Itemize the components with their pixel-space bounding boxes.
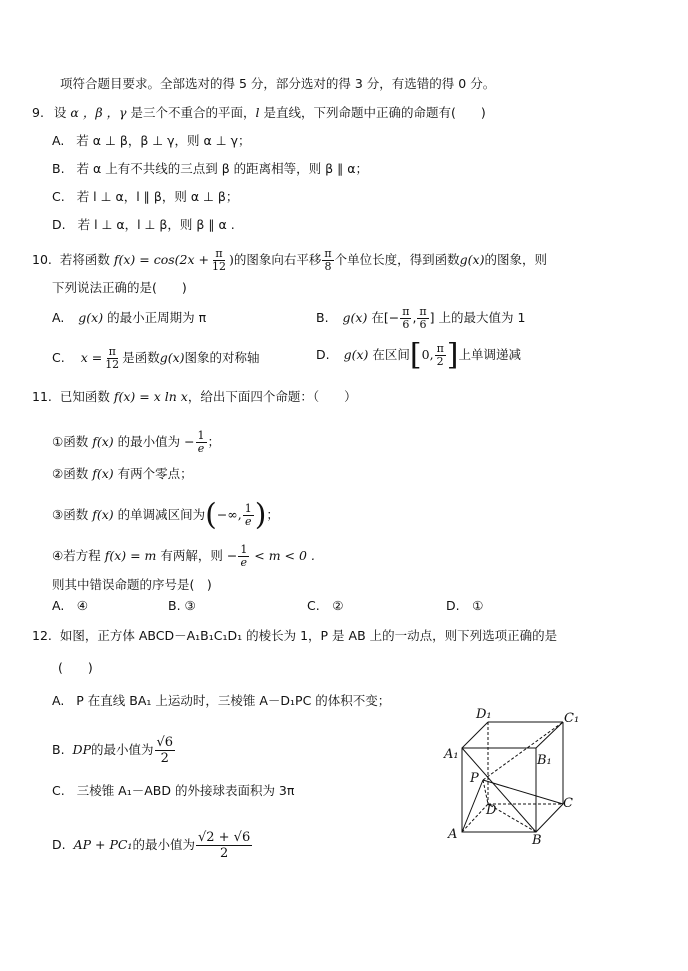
prop-text: ①函数	[52, 434, 93, 449]
function-g: g(x)	[342, 310, 368, 325]
denominator: 6	[419, 318, 427, 331]
segment-pc1	[483, 722, 563, 780]
proposition-4	[52, 544, 315, 569]
option-text: 在[−	[371, 310, 400, 325]
label-p: P	[470, 771, 479, 786]
prop-text: ；	[266, 507, 279, 522]
function-f: f(x)	[92, 466, 114, 481]
denominator: 8	[324, 260, 332, 273]
option-label: C.	[52, 189, 65, 204]
proposition-3	[52, 497, 279, 533]
option-b	[316, 306, 525, 331]
numerator: 1	[240, 543, 248, 556]
function-f: f(x) = cos(2x +	[113, 252, 209, 267]
numerator: π	[436, 342, 444, 355]
question-number: 9.	[32, 105, 44, 120]
fraction-1-e	[243, 503, 254, 528]
label-d1: D₁	[476, 707, 492, 722]
denominator: e	[244, 515, 252, 528]
question-number: 11.	[32, 389, 52, 404]
question-12-stem	[32, 628, 557, 644]
prop-text: 的单调减区间为	[113, 507, 206, 522]
plane-variables: α ，β ，γ	[70, 105, 127, 120]
stem-text: 设	[53, 105, 71, 120]
label-b: B	[532, 833, 542, 848]
denominator: e	[197, 442, 205, 455]
option-label: A.	[52, 693, 65, 708]
option-label: D.	[52, 837, 66, 852]
option-text: 三棱锥 A₁－ABD 的外接球表面积为 3π	[76, 783, 295, 798]
fraction-sqrt2-sqrt6-2	[196, 830, 252, 861]
fraction-1-e	[196, 430, 207, 455]
answer-blank: ( )	[58, 660, 93, 675]
option-c	[52, 346, 260, 371]
choice-d: D. ①	[446, 598, 484, 613]
prop-text: 的最小值为 −	[113, 434, 195, 449]
question-9-stem	[32, 105, 486, 121]
option-text: 若 l ⊥ α，l ⊥ β，则 β ∥ α .	[77, 217, 235, 232]
function-f: f(x) = x ln x	[113, 389, 188, 404]
option-label: A.	[52, 310, 65, 325]
option-d	[316, 337, 522, 373]
stem-text: 已知函数	[59, 389, 114, 404]
numerator: √6	[156, 735, 174, 750]
proposition-2	[52, 466, 193, 482]
label-a1: A₁	[444, 747, 459, 762]
bracket-left: [	[409, 337, 422, 373]
paren-left: (	[205, 497, 217, 533]
fraction-pi-12	[210, 248, 228, 273]
fraction-pi-6	[400, 306, 411, 331]
choice-a: A. ④	[52, 598, 89, 613]
option-label: B.	[52, 161, 65, 176]
close-paren: )	[228, 252, 234, 267]
prop-text: 有两个零点；	[113, 466, 193, 481]
stem-text: 的图象，则	[484, 252, 547, 267]
numerator: π	[108, 345, 116, 358]
option-text: 在区间	[372, 347, 410, 362]
prop-text: ②函数	[52, 466, 93, 481]
fraction-pi-12	[103, 346, 121, 371]
function-f: f(x)	[92, 507, 114, 522]
question-number: 10.	[32, 252, 52, 267]
question-10-stem	[32, 248, 547, 273]
label-c1: C₁	[564, 711, 580, 726]
edge-bc	[536, 804, 563, 832]
stem-continuation: 下列说法正确的是( )	[52, 280, 187, 295]
label-d: D	[486, 803, 497, 818]
section-instruction: 项符合题目要求。全部选对的得 5 分，部分选对的得 3 分，有选错的得 0 分。	[60, 76, 496, 91]
function-g: g(x)	[159, 350, 185, 365]
prop-text: ④若方程	[52, 548, 105, 563]
denominator: 6	[402, 318, 410, 331]
expression: AP + PC₁	[73, 837, 133, 852]
denominator: 12	[211, 260, 226, 273]
option-d	[52, 830, 253, 861]
denominator: 12	[105, 358, 120, 371]
fraction-1-e	[238, 544, 249, 569]
denominator: 2	[219, 846, 229, 861]
equation: f(x) = m	[104, 548, 157, 563]
option-text: 若 α 上有不共线的三点到 β 的距离相等，则 β ∥ α；	[76, 161, 369, 176]
option-label: D.	[316, 347, 330, 362]
option-text: 上单调递减	[458, 347, 522, 362]
bracket-right: ]	[446, 337, 459, 373]
edge-b1c1	[536, 722, 563, 748]
function-g: g(x)	[459, 252, 485, 267]
denominator: 2	[160, 751, 169, 766]
stem-text: 是直线，下列命题中正确的命题有( )	[259, 105, 486, 120]
fraction-pi-8	[322, 248, 333, 273]
fraction-pi-6	[417, 306, 428, 331]
choice-c: C. ②	[307, 598, 344, 613]
variable-x: x =	[80, 350, 103, 365]
option-b	[52, 161, 368, 177]
edge-a1d1	[462, 722, 488, 748]
option-a	[52, 133, 250, 149]
option-text: 的最小正周期为 π	[107, 310, 207, 325]
proposition-1	[52, 430, 220, 455]
numerator: π	[402, 305, 410, 318]
question-ask: 则其中错误命题的序号是( )	[52, 577, 212, 592]
option-text: 图象的对称轴	[184, 350, 260, 365]
prop-text: ；	[207, 434, 221, 449]
option-label: D.	[52, 217, 66, 232]
option-text: 若 l ⊥ α，l ∥ β，则 α ⊥ β；	[76, 189, 239, 204]
prop-text: ③函数	[52, 507, 93, 522]
question-number: 12.	[32, 628, 52, 643]
stem-text: 个单位长度，得到函数	[334, 252, 460, 267]
fraction-sqrt6-2	[155, 735, 176, 766]
option-label: A.	[52, 133, 65, 148]
cube-figure	[440, 700, 590, 850]
option-label: C.	[52, 350, 65, 365]
denominator: e	[240, 556, 248, 569]
label-c: C	[563, 796, 573, 811]
option-c	[52, 783, 294, 799]
segment-ap	[462, 780, 483, 832]
option-a	[52, 693, 390, 709]
prop-text: 有两解，则 −	[156, 548, 238, 563]
option-text: P 在直线 BA₁ 上运动时，三棱锥 A－D₁PC 的体积不变；	[76, 693, 391, 708]
numerator: π	[419, 305, 427, 318]
interval-start: 0,	[421, 347, 434, 362]
function-g: g(x)	[343, 347, 369, 362]
inequality: < m < 0 .	[250, 548, 315, 563]
option-text: 的最小值为	[90, 742, 154, 757]
choice-b: B. ③	[168, 598, 196, 613]
numerator: √2 + √6	[197, 830, 251, 845]
label-a: A	[448, 827, 458, 842]
option-c	[52, 189, 238, 205]
option-text: 若 α ⊥ β，β ⊥ γ，则 α ⊥ γ；	[76, 133, 251, 148]
numerator: π	[215, 247, 223, 260]
option-label: B.	[52, 742, 65, 757]
question-11-stem	[32, 389, 357, 405]
option-b	[52, 735, 176, 766]
numerator: 1	[197, 429, 205, 442]
segment-pd	[483, 780, 488, 804]
option-label: B.	[316, 310, 329, 325]
option-text: ] 上的最大值为 1	[429, 310, 526, 325]
comma: ,	[412, 310, 417, 325]
fraction-pi-2	[435, 343, 446, 368]
option-a	[52, 310, 206, 326]
stem-text: 是三个不重合的平面，	[126, 105, 256, 120]
line-variable: l	[255, 105, 260, 120]
stem-text: 如图，正方体 ABCD－A₁B₁C₁D₁ 的棱长为 1，P 是 AB 上的一动点，则下列选项正确的是	[59, 628, 558, 643]
option-text: 是函数	[122, 350, 160, 365]
option-label: C.	[52, 783, 65, 798]
edge-ad	[462, 804, 488, 832]
option-d	[52, 217, 235, 233]
option-text: 的最小值为	[132, 837, 195, 852]
label-b1: B₁	[537, 753, 552, 768]
segment-dp: DP	[72, 742, 91, 757]
stem-text: 的图象向右平移	[233, 252, 322, 267]
stem-text: ，给出下面四个命题：（ ）	[187, 389, 357, 404]
segment-pc	[483, 780, 563, 804]
function-g: g(x)	[78, 310, 104, 325]
stem-text: 若将函数	[59, 252, 114, 267]
interval-start: −∞,	[216, 507, 242, 522]
numerator: π	[324, 247, 332, 260]
paren-right: )	[254, 497, 267, 533]
denominator: 2	[436, 355, 444, 368]
numerator: 1	[244, 502, 252, 515]
function-f: f(x)	[92, 434, 114, 449]
